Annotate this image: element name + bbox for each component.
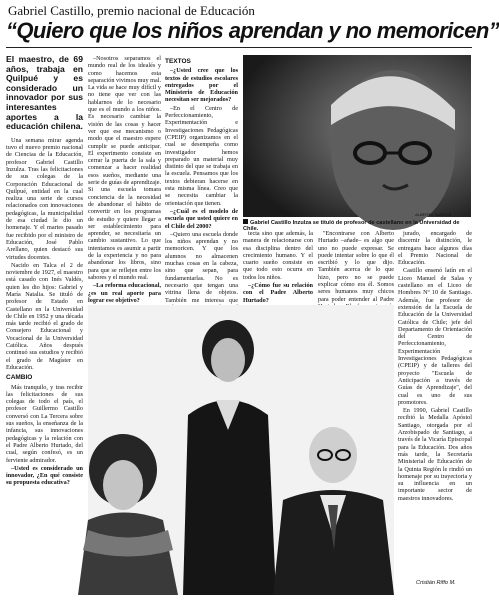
section-heading-textos: TEXTOS — [165, 58, 191, 65]
paragraph: –Nosotros separamos el mundo real de los idealés y como hacemos esta separación vivimos muy mal. La vida se hace muy difícil y no tiene que ver con las hablarnos de lo necesario que es el mundo a los niños. Es necesario cambiar la visión de las cosas y hacer ver que ese mecanismo o modo que el maestro espere cumplir se puede anticipar. El experimento consiste en cerrar la puerta de la sala y comenzar a hacer realidad esos sueños, mediante una serie de guías de aprendizaje. Si una escuela tomara conciencia de la necesidad de abandonar el hábito de convertir en los programas de estudio y quiere llegar a ser establecimiento para aprender, se necesitaría un cambio sustantivo. Lo que intentamos es asumir a partir de la experiencia y no para abandonar los libros, sino para que se reflejen entre los sabores y el mundo real. — [88, 55, 161, 281]
headline-rule — [6, 47, 472, 48]
kicker: Gabriel Castillo, premio nacional de Educación — [8, 3, 255, 18]
deck: El maestro, de 69 años, trabaja en Quilpué y es considerado un innovador por sus interesantes aportes a la educación chilena. — [6, 54, 83, 132]
column-6 — [398, 230, 472, 565]
photo-credit: ALBERTO SANTOS — [415, 212, 452, 217]
headline: “Quiero que los niños aprendan y no memoricen” — [6, 18, 499, 43]
paragraph: –En el Centro de Perfeccionamiento, Experimentación e Investigaciones Pedagógicas (CPEIP) organizamos en el cual se desempeña como investigador hemos preparado un material muy distinto del que se trabaja en la escuela. Pensamos que los textos debieran hacerse en esta misma línea. Creo que se necesita cambiar la orientación que tienen. — [165, 104, 238, 207]
group-photo — [88, 305, 394, 595]
column-1 — [6, 55, 83, 540]
paragraph: Más tranquilo, y tras recibir las felicitaciones de sus colegas de todo el país, el profesor Guillermo Castillo conversó con La Tercera sobre sus sueños, la enseñanza de la infancia, sus innovaciones pedagógicas y la relación con el Padre Alberto Hurtado, del cual, según confesó, es un ferviente admirador. — [6, 383, 83, 464]
paragraph: tecta sino que además, la manera de relacionarse con esa disciplina dentro del crecimiento humano. Y el cuarto sueño consiste en que todo esto ocurra en todos los niños. — [243, 230, 313, 281]
paragraph: Nacido en Talca el 2 de noviembre de 1927, el maestro está casado con Inés Valdés, quien les dio hijos: Gabriel y María Natalia. Se tituló de profesor de Estado en Castellano en la Universidad de Chile en 1952 y una década más tarde recibió el grado de Consejero Educacional y Vocacional de la Universidad Católica. Años después continuó sus estudios y recibió el grado de Magíster en Educación. — [6, 261, 83, 371]
paragraph: Castillo ensenó latín en el Liceo Manuel de Salas y castellano en el Liceo de Hombres Nº 10 de Santiago. Además, fue profesor de extensión de la Escuela de Educación de la Universidad Católica de Chile; jefe del Departamento de Orientación del Centro de Perfeccionamiento, Experimentación e Investigaciones Pedagógicas (CPEIP) y de talleres del proyecto "Escuela de Anticipación a través de Guías de Aprendizaje", del cual es uno de sus promotores. — [398, 267, 472, 406]
paragraph: "Encontrarse con Alberto Hurtado –añade– es algo que uno no puede expresar. Se puede intentar sobre lo que él escribió y lo que dijo. También acerca de lo que hizo, pero no se puede explicar cómo era él. Somos seres humanos muy chicos para poder entender al Padre — [318, 230, 394, 303]
paragraph: Una semana mirar agenda tuvo el nuevo premio nacional de Ciencias de la Educación, profesor Gabriel Castillo Inzulza. Tras las felicitaciones de sus colegas de la Corporación Educacional de Quilpué, entidad en la cual realiza una serie de cursos relacionados con innovaciones pedagógicas, la municipalidad de esa ciudad le dio un homenaje. Y el martes pasado fue recibido por el ministro de Educación, José Pablo Arellano, quien destacó sus virtudes docentes. — [6, 136, 83, 261]
question: –¿Cómo fue su relación con el Padre Alberto Hurtado? — [243, 282, 313, 304]
caption-text: Gabriel Castillo Inzulza se tituló de profesor de castellano en la Universidad de Chile. — [243, 220, 460, 232]
section-heading-cambio: CAMBIO — [6, 374, 33, 382]
question: –¿Cuál es el modelo de escuela que usted quiere en el Chile del 2000? — [165, 207, 238, 230]
paragraph: jurado, encargado de discernir la distinción, le entregara hace algunos días el Premio Nacional de Educación. — [398, 230, 472, 267]
byline: Cristián Riffo M. — [416, 580, 456, 586]
column-3 — [165, 55, 238, 304]
caption-marker-icon — [243, 219, 248, 224]
paragraph: En 1990, Gabriel Castillo recibió la Medalla Apóstol Santiago, otorgada por el Arzobispado de Santiago, a través de la Vicaría Episcopal para la Educación. Dos años más tarde, la Secretaría Ministerial de Educación de la Quinta Región le rindió un homenaje por su trayectoria y su influencia en un importante sector de maestros innovadores. — [398, 407, 472, 502]
paragraph: –Quiero una escuela donde los niños aprendan y no memoricen. Y que los alumnos no almacenen muchas cosas en la cabeza, sino que sepan, para fundamentarlas. No es necesario que tengan una vitrina llena de objetos. También me interesa que — [165, 230, 238, 304]
question: –Usted es considerado un innovador, ¿En qué consiste su propuesta educativa? — [6, 464, 83, 487]
portrait-photo — [243, 55, 471, 217]
question: –La reforma educacional, ¿es un real aporte para lograr ese objetivo? — [88, 282, 161, 304]
question: –¿Usted cree que los textos de estudios escolares entregados por el Ministerio de Educación necesitan ser mejorados? — [165, 67, 238, 104]
